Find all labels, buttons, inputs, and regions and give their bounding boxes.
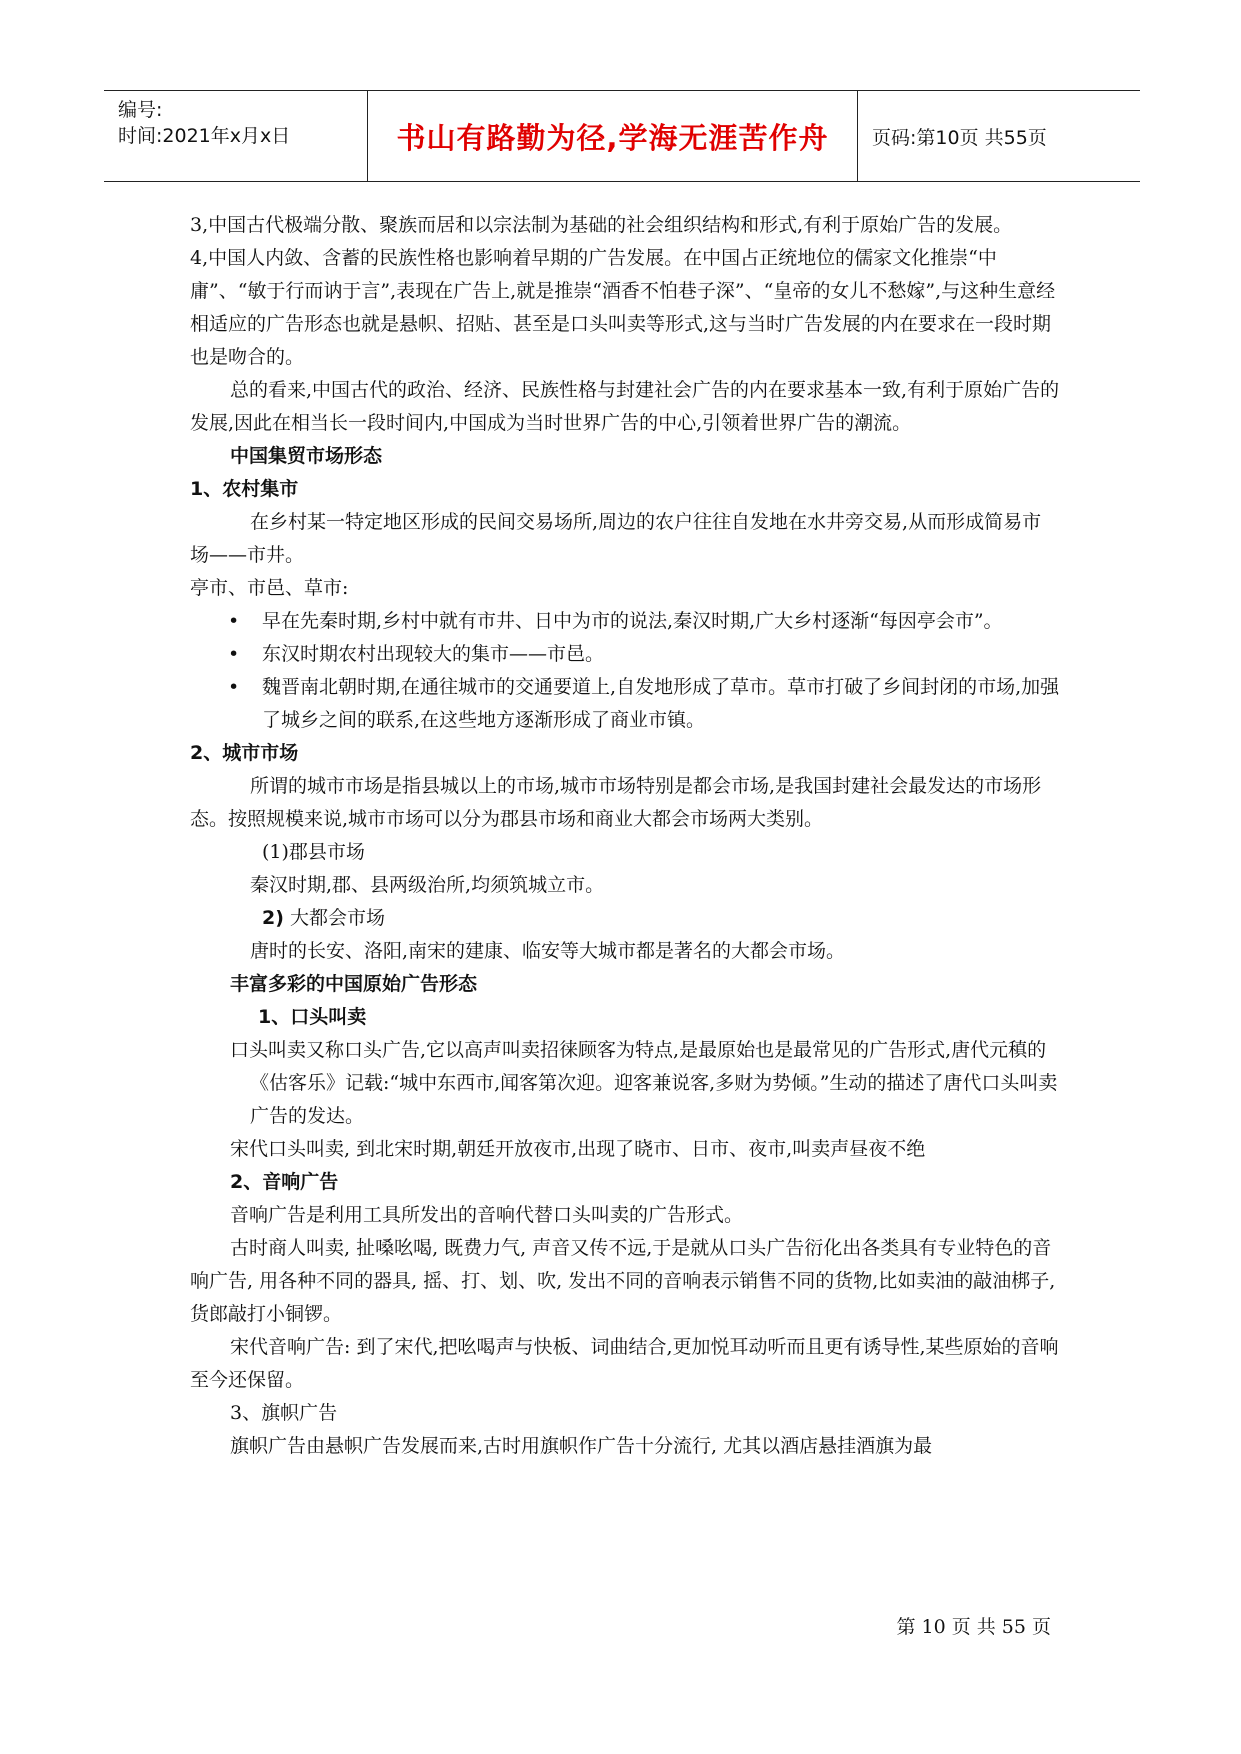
sound-paragraph: 古时商人叫卖, 扯嗓吆喝, 既费力气, 声音又传不远,于是就从口头广告衍化出各类具有专业特色的音响广告, 用各种不同的器具, 摇、打、划、吹, 发出不同的音响表示销售不同的货物,比如卖油的敲油梆子,货郎敲打小铜锣。 xyxy=(190,1237,1056,1325)
heading-oral-ads: 1、口头叫卖 xyxy=(258,1006,367,1028)
oral-song-paragraph: 宋代口头叫卖, 到北宋时期,朝廷开放夜市,出现了晓市、日市、夜市,叫卖声昼夜不绝 xyxy=(230,1138,926,1160)
heading-ad-forms: 丰富多彩的中国原始广告形态 xyxy=(230,973,478,995)
motto-text: 书山有路勤为径,学海无涯苦作舟 xyxy=(396,120,829,155)
paragraph-4: 4,中国人内敛、含蓄的民族性格也影响着早期的广告发展。在中国占正统地位的儒家文化推崇“中庸”、“敏于行而讷于言”,表现在广告上,就是推崇“酒香不怕巷子深”、“皇帝的女儿不愁嫁”,与这种生意经相适应的广告形态也就是悬帜、招贴、甚至是口头叫卖等形式,这与当时广告发展的内在要求在一段时期也是吻合的。 xyxy=(190,247,1056,368)
heading-market-forms: 中国集贸市场形态 xyxy=(230,445,383,467)
number-label: 编号: xyxy=(118,99,163,121)
list-item: • 早在先秦时期,乡村中就有市井、日中为市的说法,秦汉时期,广大乡村逐渐“每因亭会市”。 xyxy=(228,605,1060,638)
city-paragraph: 所谓的城市市场是指县城以上的市场,城市市场特别是都会市场,是我国封建社会最发达的市场形态。按照规模来说,城市市场可以分为郡县市场和商业大都会市场两大类别。 xyxy=(190,775,1042,830)
page-footer: 第 10 页 共 55 页 xyxy=(896,1616,1051,1638)
summary-paragraph: 总的看来,中国古代的政治、经济、民族性格与封建社会广告的内在要求基本一致,有利于原始广告的发展,因此在相当长一段时间内,中国成为当时世界广告的中心,引领着世界广告的潮流。 xyxy=(190,379,1060,434)
heading-city-market: 2、城市市场 xyxy=(190,742,299,764)
rural-bullet-list xyxy=(190,605,1060,737)
flag-paragraph: 旗帜广告由悬帜广告发展而来,古时用旗帜作广告十分流行, 尤其以酒店悬挂酒旗为最 xyxy=(230,1435,933,1457)
county-market-title: (1)郡县市场 xyxy=(262,841,365,863)
metro-market-title xyxy=(190,902,1060,935)
header-motto-cell xyxy=(368,91,858,181)
metro-title-text: 大都会市场 xyxy=(283,907,385,929)
rural-list-title: 亭市、市邑、草市: xyxy=(190,577,349,599)
page-label: 页码:第10页 共55页 xyxy=(872,126,1047,149)
metro-market-text: 唐时的长安、洛阳,南宋的建康、临安等大城市都是著名的大都会市场。 xyxy=(250,940,846,962)
rural-paragraph: 在乡村某一特定地区形成的民间交易场所,周边的农户往往自发地在水井旁交易,从而形成简易市场——市井。 xyxy=(190,511,1042,566)
sound-definition: 音响广告是利用工具所发出的音响代替口头叫卖的广告形式。 xyxy=(230,1204,744,1226)
list-item: • 东汉时期农村出现较大的集市——市邑。 xyxy=(228,638,1060,671)
header-meta-cell xyxy=(104,91,368,181)
document-body xyxy=(190,209,1060,1463)
oral-paragraph: 口头叫卖又称口头广告,它以高声叫卖招徕顾客为特点,是最原始也是最常见的广告形式,唐代元稹的《估客乐》记载:“城中东西市,闻客第次迎。迎客兼说客,多财为势倾。”生动的描述了唐代口头叫卖广告的发达。 xyxy=(230,1039,1058,1127)
heading-rural-market: 1、农村集市 xyxy=(190,478,299,500)
header-page-cell xyxy=(858,91,1140,181)
metro-number: 2) xyxy=(262,907,284,929)
heading-flag-ads: 3、旗帜广告 xyxy=(230,1402,338,1424)
county-market-text: 秦汉时期,郡、县两级治所,均须筑城立市。 xyxy=(250,874,605,896)
heading-sound-ads: 2、音响广告 xyxy=(230,1171,339,1193)
paragraph-3: 3,中国古代极端分散、聚族而居和以宗法制为基础的社会组织结构和形式,有利于原始广告的发展。 xyxy=(190,214,1013,236)
page-header xyxy=(104,90,1140,182)
list-item: • 魏晋南北朝时期,在通往城市的交通要道上,自发地形成了草市。草市打破了乡间封闭的市场,加强了城乡之间的联系,在这些地方逐渐形成了商业市镇。 xyxy=(228,671,1060,737)
sound-song-paragraph: 宋代音响广告: 到了宋代,把吆喝声与快板、词曲结合,更加悦耳动听而且更有诱导性,某些原始的音响至今还保留。 xyxy=(190,1336,1059,1391)
time-label: 时间:2021年x月x日 xyxy=(118,125,291,147)
